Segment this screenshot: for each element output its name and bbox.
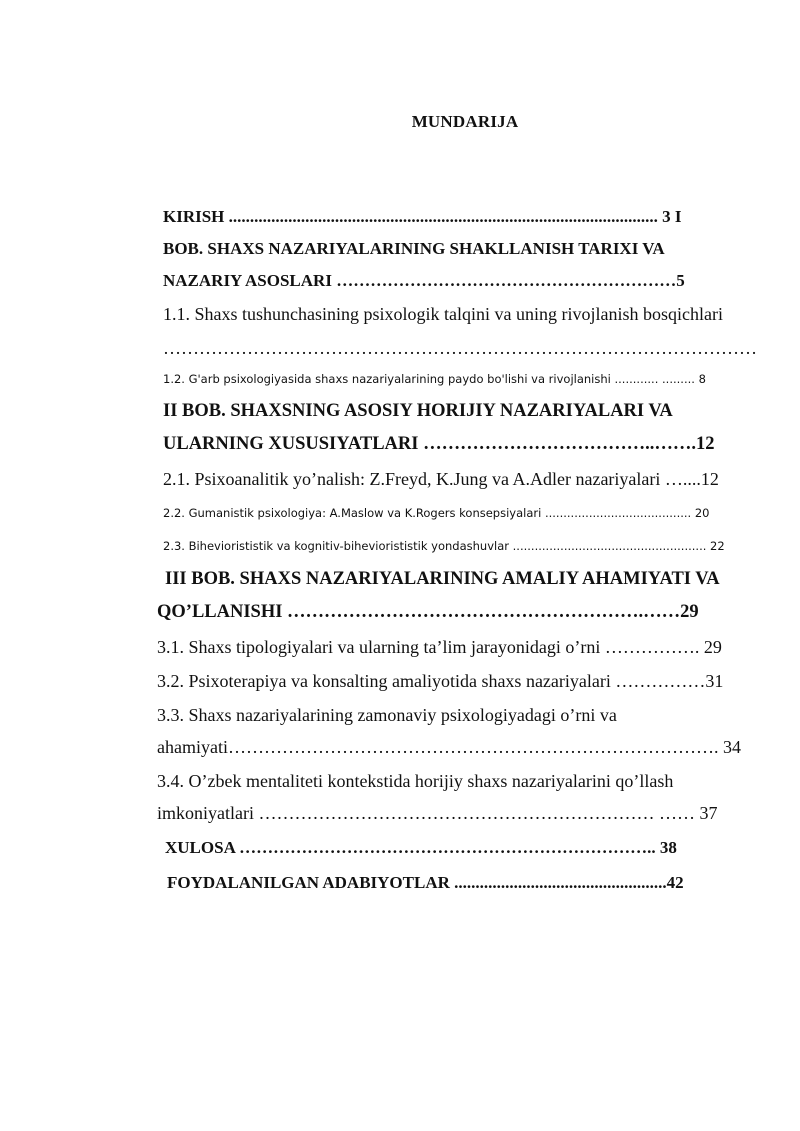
toc-entry-chapter-3-cont: QO’LLANISHI ………………………………………………….……29 [157, 602, 699, 622]
toc-entry-kirish: KIRISH ..................................................................................................... 3 I [163, 207, 682, 226]
toc-entry-2-2: 2.2. Gumanistik psixologiya: A.Maslow va K.Rogers konsepsiyalari ........................................ 20 [163, 506, 710, 520]
toc-entry-chapter-2-cont: ULARNING XUSUSIYATLARI ………………………………..…….12 [163, 434, 715, 454]
toc-entry-chapter-2: II BOB. SHAXSNING ASOSIY HORIJIY NAZARIYALARI VA [163, 401, 673, 421]
toc-entry-1-2: 1.2. G'arb psixologiyasida shaxs nazariyalarining paydo bo'lishi va rivojlanishi ............ ......... 8 [163, 372, 706, 386]
toc-entry-chapter-1: BOB. SHAXS NAZARIYALARINING SHAKLLANISH TARIXI VA [163, 239, 665, 258]
toc-entry-3-1: 3.1. Shaxs tipologiyalari va ularning ta’lim jarayonidagi o’rni ……………. 29 [157, 637, 722, 657]
toc-entry-3-3: 3.3. Shaxs nazariyalarining zamonaviy psixologiyadagi o’rni va [157, 705, 617, 725]
toc-entry-1-1: 1.1. Shaxs tushunchasining psixologik talqini va uning rivojlanish bosqichlari [163, 304, 723, 324]
toc-entry-3-4-cont: imkoniyatlari ………………………………………………………… …… 37 [157, 803, 718, 823]
toc-entry-adabiyotlar: FOYDALANILGAN ADABIYOTLAR ..................................................42 [167, 873, 684, 892]
toc-entry-1-1-dots: ……………………………………………………………………………………… [163, 338, 757, 358]
toc-entry-chapter-3: III BOB. SHAXS NAZARIYALARINING AMALIY AHAMIYATI VA [165, 569, 720, 589]
toc-entry-3-3-cont: ahamiyati………………………………………………………………………. 34 [157, 737, 741, 757]
toc-entry-2-3: 2.3. Biheviorististik va kognitiv-biheviorististik yondashuvlar ..................................................... 22 [163, 539, 725, 553]
toc-entry-3-4: 3.4. O’zbek mentaliteti kontekstida horijiy shaxs nazariyalarini qo’llash [157, 771, 674, 791]
toc-entry-chapter-1-cont: NAZARIY ASOSLARI ……………………………………………………5 [163, 271, 685, 290]
toc-entry-xulosa: XULOSA ……………………………………………………………….. 38 [165, 838, 677, 857]
page-title: MUNDARIJA [411, 112, 519, 131]
toc-entry-2-1: 2.1. Psixoanalitik yo’nalish: Z.Freyd, K.Jung va A.Adler nazariyalari …....12 [163, 469, 719, 489]
toc-entry-3-2: 3.2. Psixoterapiya va konsalting amaliyotida shaxs nazariyalari ……………31 [157, 671, 724, 691]
